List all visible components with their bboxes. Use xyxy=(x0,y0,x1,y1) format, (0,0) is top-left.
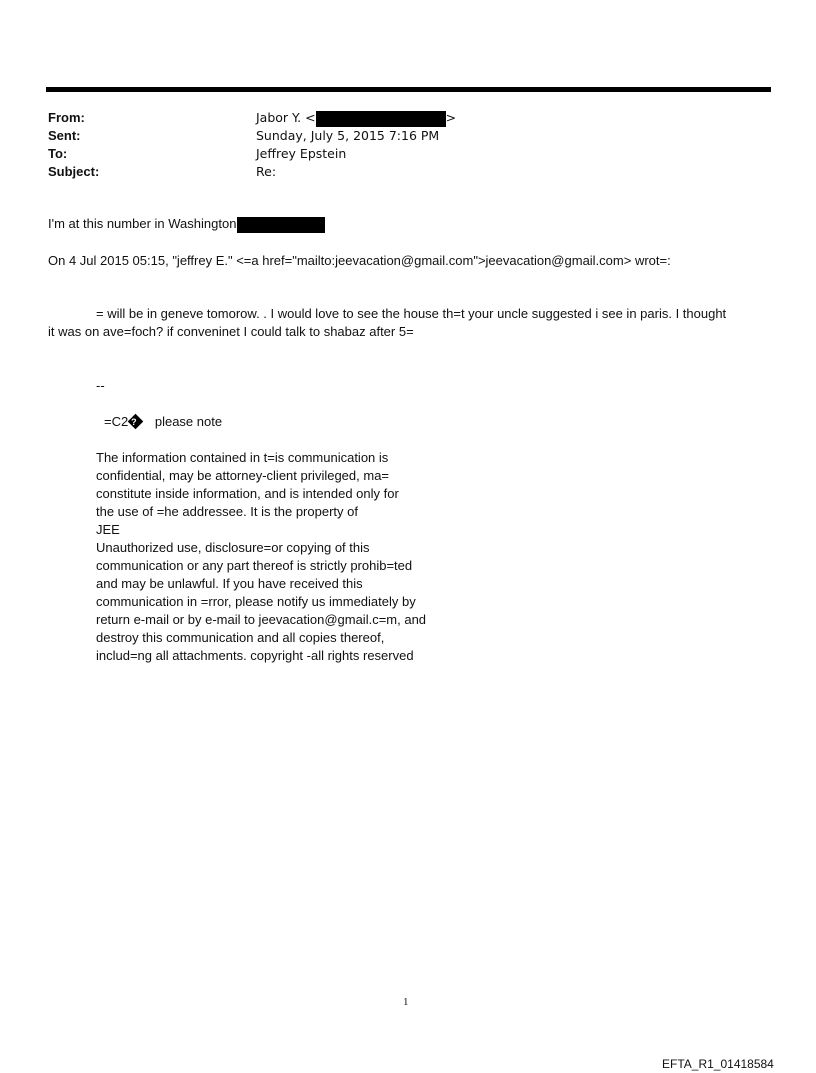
washington-text: I'm at this number in Washington xyxy=(48,216,237,231)
email-header xyxy=(48,109,456,181)
to-row xyxy=(48,145,456,163)
disclaimer-line: and may be unlawful. If you have received this xyxy=(96,576,363,591)
from-name: Jabor Y. < xyxy=(256,110,316,125)
body-line-washington xyxy=(48,215,325,233)
disclaimer-line: The information contained in t=is communication is xyxy=(96,450,389,465)
disclaimer-line: includ=ng all attachments. copyright -all rights reserved xyxy=(96,648,414,663)
from-row xyxy=(48,109,456,127)
subject-label: Subject: xyxy=(48,164,100,179)
from-value xyxy=(256,109,456,127)
message-line-2: it was on ave=foch? if conveninet I could talk to shabaz after 5= xyxy=(48,324,414,339)
message-line-1: = will be in geneve tomorow. . I would love to see the house th=t your uncle suggested i see in paris. I thought xyxy=(96,306,727,321)
note-line xyxy=(104,413,222,431)
subject-value: Re: xyxy=(256,164,277,179)
disclaimer xyxy=(96,449,426,665)
redaction-bar xyxy=(316,111,446,127)
from-label: From: xyxy=(48,110,85,125)
to-value: Jeffrey Epstein xyxy=(256,146,347,161)
quoted-message xyxy=(48,305,773,341)
replacement-char-icon xyxy=(128,414,144,430)
disclaimer-line: communication or any part thereof is strictly prohib=ted xyxy=(96,558,413,573)
disclaimer-line: JEE xyxy=(96,522,120,537)
to-label: To: xyxy=(48,146,68,161)
subject-row xyxy=(48,163,456,181)
quote-intro: On 4 Jul 2015 05:15, "jeffrey E." <=a href="mailto:jeevacation@gmail.com">jeevacation@gmail.com> wrot=: xyxy=(48,253,671,268)
sent-label: Sent: xyxy=(48,128,81,143)
redaction-bar xyxy=(237,217,325,233)
page-number: 1 xyxy=(403,996,409,1008)
sent-value: Sunday, July 5, 2015 7:16 PM xyxy=(256,128,440,143)
signature-dash: -- xyxy=(96,378,105,393)
note-prefix: =C2 xyxy=(104,414,129,429)
disclaimer-line: return e-mail or by e-mail to jeevacation@gmail.c=m, and xyxy=(96,612,427,627)
disclaimer-line: the use of =he addressee. It is the property of xyxy=(96,504,358,519)
disclaimer-line: destroy this communication and all copies thereof, xyxy=(96,630,385,645)
sent-row xyxy=(48,127,456,145)
disclaimer-line: communication in =rror, please notify us immediately by xyxy=(96,594,416,609)
note-text: please note xyxy=(154,414,223,429)
disclaimer-line: Unauthorized use, disclosure=or copying of this xyxy=(96,540,370,555)
header-rule xyxy=(46,87,771,92)
disclaimer-line: constitute inside information, and is intended only for xyxy=(96,486,399,501)
bates-number: EFTA_R1_01418584 xyxy=(662,1057,774,1071)
from-bracket: > xyxy=(445,110,457,125)
disclaimer-line: confidential, may be attorney-client privileged, ma= xyxy=(96,468,390,483)
